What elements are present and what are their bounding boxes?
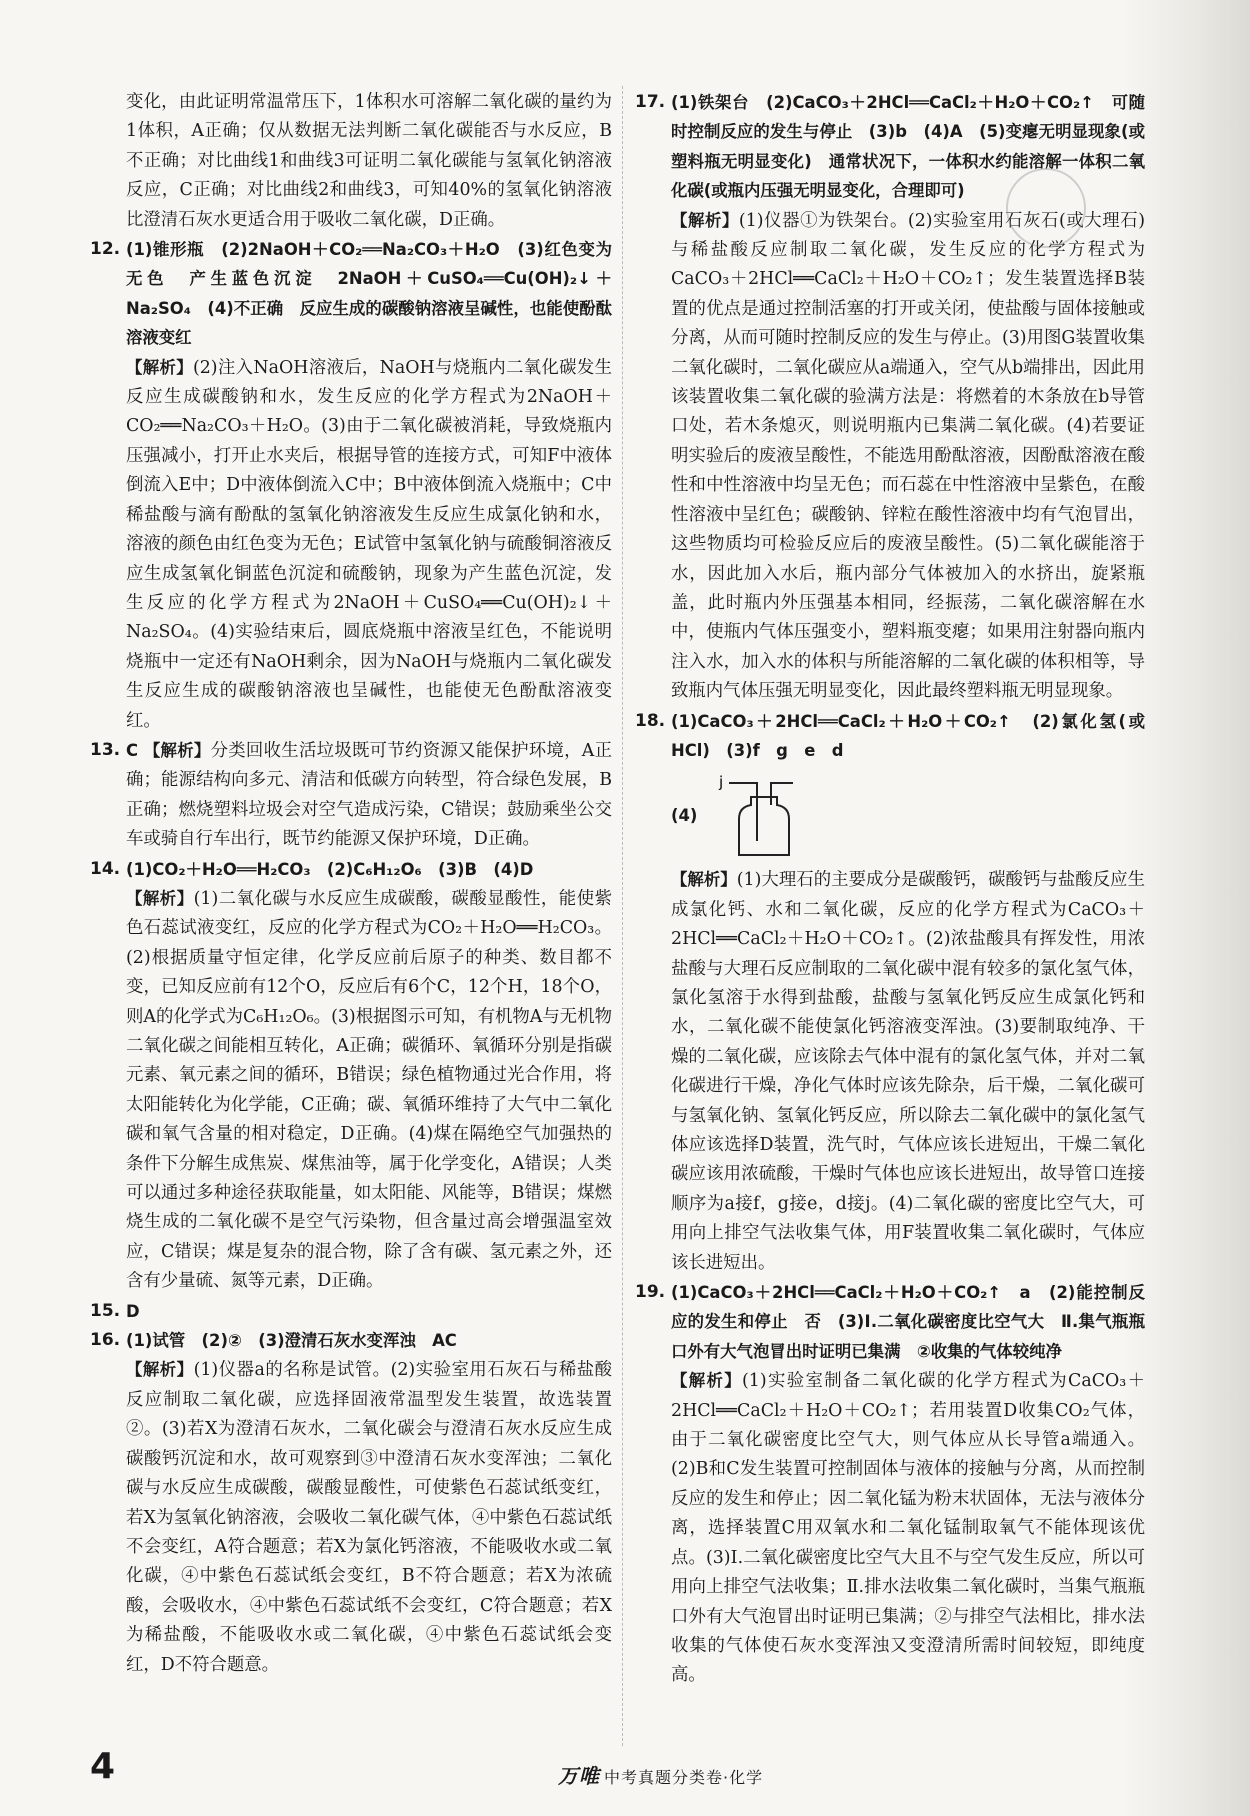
figure-label-j: j (719, 773, 724, 792)
q12-explanation: (2)注入NaOH溶液后，NaOH与烧瓶内二氧化碳发生反应生成碳酸钠和水，发生反应的化学方程式为2NaOH＋CO₂══Na₂CO₃＋H₂O。(3)由于二氧化碳被消耗，导致烧瓶内压强减小，打开止水夹后，根据导管的连接方式，可知F中液体倒流入E中；D中液体倒流入C中；B中液体倒流入烧瓶中；C中稀盐酸与滴有酚酞的氢氧化钠溶液发生反应生成氯化钠和水，溶液的颜色由红色变为无色；E试管中氢氧化钠与硫酸铜溶液反应生成氢氧化铜蓝色沉淀和硫酸钠，现象为产生蓝色沉淀，发生反应的化学方程式为2NaOH＋CuSO₄══Cu(OH)₂↓＋Na₂SO₄。(4)实验结束后，圆底烧瓶中溶液呈红色，不能说明烧瓶中一定还有NaOH剩余，因为NaOH与烧瓶内二氧化碳发生反应生成的碳酸钠溶液也呈碱性，也能使无色酚酞溶液变红。 (126, 357, 613, 731)
q15-answer: D (126, 1301, 140, 1321)
q14-answer: (1)CO₂＋H₂O══H₂CO₃ (2)C₆H₁₂O₆ (3)B (4)D (126, 859, 534, 879)
q12-answer: (1)锥形瓶 (2)2NaOH＋CO₂══Na₂CO₃＋H₂O (3)红色变为无色 产生蓝色沉淀 2NaOH＋CuSO₄══Cu(OH)₂↓＋Na₂SO₄ (4)不正确 反应生成的碳酸钠溶液呈碱性，也能使酚酞溶液变红 (126, 240, 612, 348)
question-16 (90, 1326, 612, 1680)
page-footer (90, 1746, 1130, 1796)
q17-answer: (1)铁架台 (2)CaCO₃＋2HCl══CaCl₂＋H₂O＋CO₂↑ 可随时控制反应的发生与停止 (3)b (4)A (5)变瘪无明显现象(或塑料瓶无明显变化) 通常状况下，一体积水约能溶解一体积二氧化碳(或瓶内压强无明显变化，合理即可) (671, 93, 1145, 201)
question-14 (90, 855, 612, 1297)
gas-collecting-bottle (739, 797, 789, 855)
right-column (635, 88, 1145, 1691)
q18-part4-label: (4) (671, 805, 698, 825)
q17-explanation-tag: 【解析】 (671, 210, 739, 230)
q15-number: 15. (90, 1300, 121, 1321)
q13-explanation-tag: 【解析】 (143, 740, 211, 760)
q16-answer: (1)试管 (2)② (3)澄清石灰水变浑浊 AC (126, 1331, 457, 1351)
q12-number: 12. (90, 239, 121, 260)
q18-number: 18. (635, 710, 666, 731)
question-15 (90, 1297, 612, 1326)
q18-part4-figure-row (671, 767, 1145, 863)
q17-explanation-block (671, 206, 1145, 707)
q14-explanation-tag: 【解析】 (126, 888, 194, 908)
q18-explanation: (1)大理石的主要成分是碳酸钙，碳酸钙与盐酸反应生成氯化钙、水和二氧化碳，反应的化学方程式为CaCO₃＋2HCl══CaCl₂＋H₂O＋CO₂↑。(2)浓盐酸具有挥发性，用浓盐酸与大理石反应制取的二氧化碳中混有较多的氯化氢气体，氯化氢溶于水得到盐酸，盐酸与氢氧化钙反应生成氯化钙和水，二氧化碳不能使氯化钙溶液变浑浊。(3)要制取纯净、干燥的二氧化碳，应该除去气体中混有的氯化氢气体，并对二氧化碳进行干燥，净化气体时应该先除杂，后干燥，二氧化碳可与氢氧化钠、氢氧化钙反应，所以除去二氧化碳中的氯化氢气体应该选择D装置，洗气时，气体应该长进短出，干燥二氧化碳应该用浓硫酸，干燥时气体也应该长进短出，故导管口连接顺序为a接f，g接e，d接j。(4)二氧化碳的密度比空气大，可用向上排空气法收集气体，用F装置收集二氧化碳时，气体应该长进短出。 (671, 870, 1145, 1273)
q13-block (126, 736, 612, 855)
question-18 (635, 707, 1145, 1279)
q16-number: 16. (90, 1330, 121, 1351)
long-inlet-tube (729, 783, 757, 841)
q17-number: 17. (635, 92, 666, 112)
column-divider (622, 86, 623, 1746)
q13-answer: C (126, 740, 139, 760)
footer-brand-logo: 万唯 (558, 1764, 600, 1788)
q14-number: 14. (90, 858, 121, 879)
q19-explanation: (1)实验室制备二氧化碳的化学方程式为CaCO₃＋2HCl══CaCl₂＋H₂O＋CO₂↑；若用装置D收集CO₂气体，由于二氧化碳密度比空气大，则气体应从长导管a端通入。(2)B和C发生装置可控制固体与液体的接触与分离，从而控制反应的发生和停止；因二氧化锰为粉末状固体，无法与液体分离，选择装置C用双氧水和二氧化锰制取氧气不能体现该优点。(3)Ⅰ.二氧化碳密度比空气大且不与空气发生反应，所以可用向上排空气法收集；Ⅱ.排水法收集二氧化碳时，当集气瓶瓶口外有大气泡冒出时证明已集满；②与排空气法相比，排水法收集的气体使石灰水变浑浊又变澄清所需时间较短，即纯度高。 (671, 1371, 1145, 1686)
q14-explanation: (1)二氧化碳与水反应生成碳酸，碳酸显酸性，能使紫色石蕊试液变红，反应的化学方程式为CO₂＋H₂O══H₂CO₃。(2)根据质量守恒定律，化学反应前后原子的种类、数目都不变，已知反应前有12个O，反应后有6个C，12个H，18个O，则A的化学式为C₆H₁₂O₆。(3)根据图示可知，有机物A与无机物二氧化碳之间能相互转化，A正确；碳循环、氧循环分别是指碳元素、氧元素之间的循环，B错误；绿色植物通过光合作用，将太阳能转化为化学能，C正确；碳、氧循环维持了大气中二氧化碳和氧气含量的相对稳定，D正确。(4)煤在隔绝空气加强热的条件下分解生成焦炭、煤焦油等，属于化学变化，A错误；人类可以通过多种途径获取能量，如太阳能、风能等，B错误；煤燃烧生成的二氧化碳不是空气污染物，但含量过高会增强温室效应，C错误；煤是复杂的混合物，除了含有碳、氢元素之外，还含有少量硫、氮等元素，D正确。 (126, 888, 612, 1292)
q19-explanation-tag: 【解析】 (671, 1371, 743, 1391)
q16-explanation: (1)仪器a的名称是试管。(2)实验室用石灰石与稀盐酸反应制取二氧化碳，应选择固液常温型发生装置，故选装置②。(3)若X为澄清石灰水，二氧化碳会与澄清石灰水反应生成碳酸钙沉淀和水，故可观察到③中澄清石灰水变浑浊；二氧化碳与水反应生成碳酸，碳酸显酸性，可使紫色石蕊试纸变红，若X为氢氧化钠溶液，会吸收二氧化碳气体，④中紫色石蕊试纸不会变红，A符合题意；若X为氯化钙溶液，不能吸收水或二氧化碳，④中紫色石蕊试纸会变红，B不符合题意；若X为浓硫酸，会吸收水，④中紫色石蕊试纸不会变红，C符合题意；若X为稀盐酸，不能吸收水或二氧化碳，④中紫色石蕊试纸会变红，D不符合题意。 (126, 1360, 612, 1675)
q14-explanation-block (126, 884, 612, 1297)
q18-answer: (1)CaCO₃＋2HCl══CaCl₂＋H₂O＋CO₂↑ (2)氯化氢(或HCl) (3)f g e d (671, 711, 1145, 760)
faint-stamp-mark (1006, 168, 1086, 248)
question-12 (90, 235, 612, 736)
question-13 (90, 736, 612, 855)
q19-explanation-block (671, 1366, 1145, 1690)
q17-explanation: (1)仪器①为铁架台。(2)实验室用石灰石(或大理石)与稀盐酸反应制取二氧化碳，发生反应的化学方程式为CaCO₃＋2HCl══CaCl₂＋H₂O＋CO₂↑；发生装置选择B装置的优点是通过控制活塞的打开或关闭，使盐酸与固体接触或分离，从而可随时控制反应的发生与停止。(3)用图G装置收集二氧化碳时，二氧化碳应从a端通入，空气从b端排出，因此用该装置收集二氧化碳的验满方法是：将燃着的木条放在b导管口处，若木条熄灭，则说明瓶内已集满二氧化碳。(4)若要证明实验后的废液呈酸性，不能选用酚酞溶液，因酚酞溶液在酸性和中性溶液中均呈无色；而石蕊在中性溶液中呈紫色，在酸性溶液中呈红色；碳酸钠、锌粒在酸性溶液中均有气泡冒出，这些物质均可检验反应后的废液呈酸性。(5)二氧化碳能溶于水，因此加入水后，瓶内部分气体被加入的水挤出，旋紧瓶盖，此时瓶内外压强基本相同，经振荡，二氧化碳溶解在水中，使瓶内气体压强变小，塑料瓶变瘪；如果用注射器向瓶内注入水，加入水的体积与所能溶解的二氧化碳的体积相等，导致瓶内气体压强无明显变化，因此最终塑料瓶无明显现象。 (671, 210, 1146, 702)
q12-explanation-block (126, 353, 612, 736)
q11-explanation-continued: 变化，由此证明常温常压下，1体积水可溶解二氧化碳的量约为1体积，A正确；仅从数据无法判断二氧化碳能否与水反应，B不正确；对比曲线1和曲线3可证明二氧化碳能与氢氧化钠溶液反应，C正确；对比曲线2和曲线3，可知40%的氢氧化钠溶液比澄清石灰水更适合用于吸收二氧化碳，D正确。 (126, 92, 612, 230)
q12-explanation-tag: 【解析】 (126, 357, 193, 377)
q18-explanation-tag: 【解析】 (671, 870, 737, 890)
q18-explanation-block (671, 865, 1145, 1278)
q19-answer: (1)CaCO₃＋2HCl══CaCl₂＋H₂O＋CO₂↑ a (2)能控制反应的发生和停止 否 (3)Ⅰ.二氧化碳密度比空气大 Ⅱ.集气瓶瓶口外有大气泡冒出时证明已集满 ②收集的气体较纯净 (671, 1283, 1145, 1361)
q13-explanation: 分类回收生活垃圾既可节约资源又能保护环境，A正确；能源结构向多元、清洁和低碳方向转型，符合绿色发展，B正确；燃烧塑料垃圾会对空气造成污染，C错误；鼓励乘坐公交车或骑自行车出行，既节约能源又保护环境，D正确。 (126, 740, 613, 850)
q19-number: 19. (635, 1282, 666, 1303)
question-11-continued (90, 88, 612, 235)
left-column (90, 88, 612, 1680)
short-outlet-tube (771, 783, 793, 805)
q16-explanation-tag: 【解析】 (126, 1360, 194, 1380)
q16-explanation-block (126, 1355, 612, 1679)
q13-number: 13. (90, 739, 121, 760)
page-number: 4 (90, 1746, 116, 1787)
gas-bottle-figure (715, 767, 825, 863)
footer-book-title: 中考真题分类卷·化学 (604, 1768, 764, 1787)
footer-title (558, 1760, 763, 1789)
question-19 (635, 1278, 1145, 1691)
